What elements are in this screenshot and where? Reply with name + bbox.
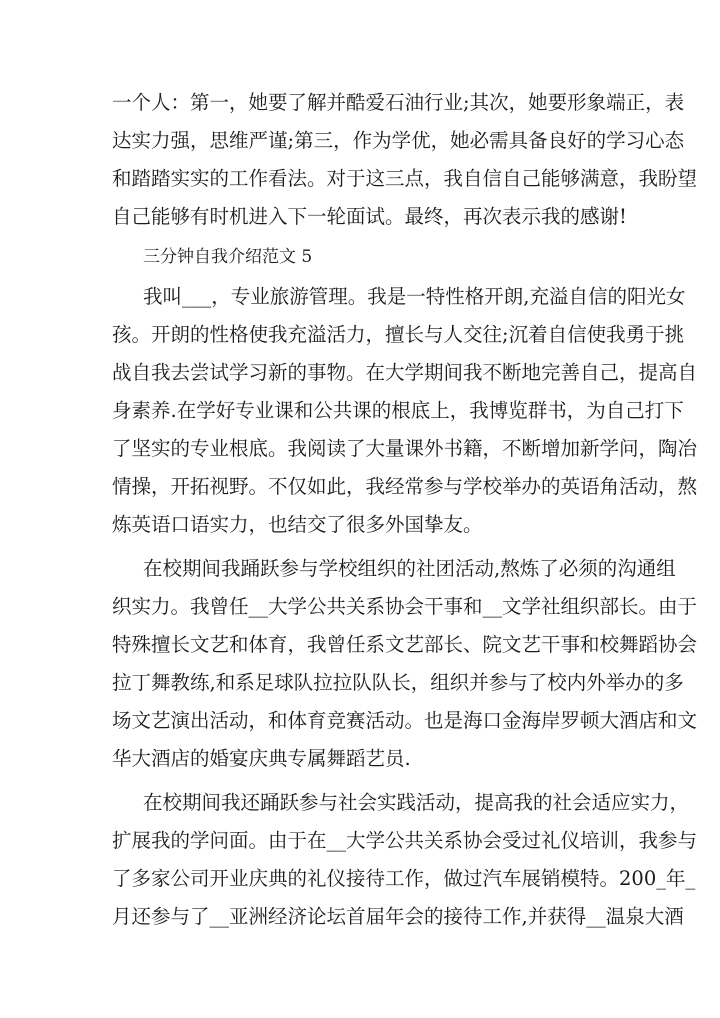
text-line: 了坚实的专业根底。我阅读了大量课外书籍，不断增加新学问，陶冶 — [112, 437, 698, 460]
text-line: 一个人：第一，她要了解并酷爱石油行业;其次，她要形象端正，表 — [112, 91, 685, 114]
text-line: 在校期间我踊跃参与学校组织的社团活动,熬炼了必须的沟通组 — [143, 557, 676, 580]
text-line: 孩。开朗的性格使我充溢活力，擅长与人交往;沉着自信使我勇于挑 — [112, 323, 685, 346]
section-title: 三分钟自我介绍范文 5 — [143, 247, 313, 267]
text-line: 拉丁舞教练,和系足球队拉拉队队长，组织并参与了校内外举办的多 — [112, 671, 684, 694]
text-line: 情操，开拓视野。不仅如此，我经常参与学校举办的英语角活动，熬 — [112, 475, 698, 498]
text-line: 在校期间我还踊跃参与社会实践活动，提高我的社会适应实力， — [143, 791, 690, 814]
text-line: 炼英语口语实力，也结交了很多外国挚友。 — [112, 513, 483, 536]
text-line: 月还参与了__亚洲经济论坛首届年会的接待工作,并获得__温泉大酒 — [112, 905, 684, 928]
text-line: 自己能够有时机进入下一轮面试。最终，再次表示我的感谢! — [112, 205, 627, 228]
text-line: 特殊擅长文艺和体育，我曾任系文艺部长、院文艺干事和校舞蹈协会 — [112, 633, 698, 656]
text-line: 和踏踏实实的工作看法。对于这三点，我自信自己能够满意，我盼望 — [112, 167, 698, 190]
text-line: 了多家公司开业庆典的礼仪接待工作，做过汽车展销模特。200_年_ — [112, 867, 696, 890]
text-line: 场文艺演出活动，和体育竞赛活动。也是海口金海岸罗顿大酒店和文 — [112, 709, 698, 732]
text-line: 我叫___，专业旅游管理。我是一特性格开朗,充溢自信的阳光女 — [143, 285, 686, 308]
text-line: 战自我去尝试学习新的事物。在大学期间我不断地完善自己，提高自 — [112, 361, 698, 384]
text-line: 华大酒店的婚宴庆典专属舞蹈艺员. — [112, 747, 411, 770]
text-line: 扩展我的学问面。由于在__大学公共关系协会受过礼仪培训，我参与 — [112, 829, 698, 852]
text-line: 织实力。我曾任__大学公共关系协会干事和__文学社组织部长。由于 — [112, 595, 698, 618]
text-line: 身素养.在学好专业课和公共课的根底上，我博览群书，为自己打下 — [112, 399, 684, 422]
text-line: 达实力强，思维严谨;第三，作为学优，她必需具备良好的学习心态 — [112, 129, 685, 152]
